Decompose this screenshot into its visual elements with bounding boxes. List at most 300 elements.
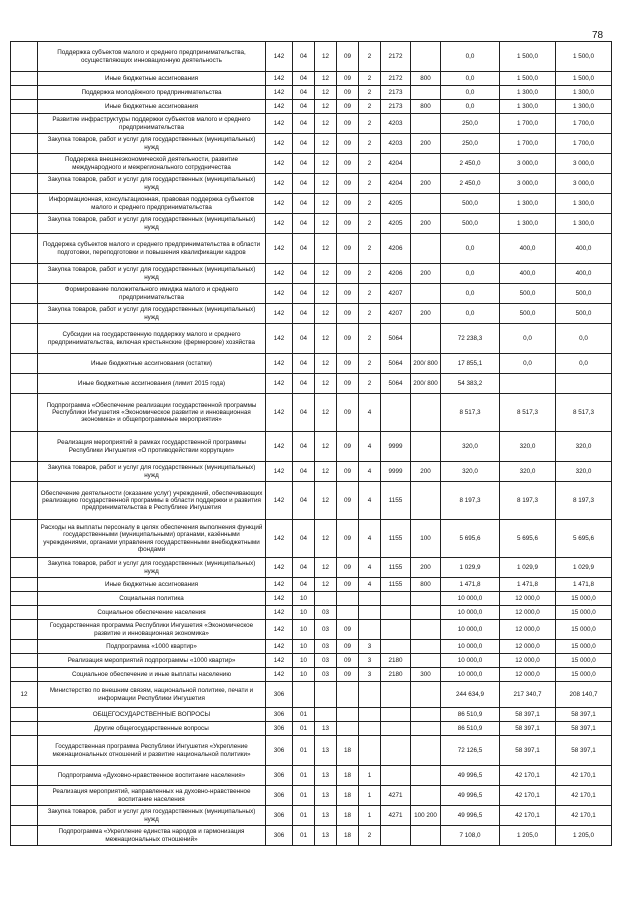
ministry-code: 142 bbox=[266, 100, 293, 114]
program-code bbox=[337, 708, 359, 722]
value-2017: 400,0 bbox=[556, 264, 612, 284]
ministry-code: 142 bbox=[266, 114, 293, 134]
program-code: 09 bbox=[337, 520, 359, 558]
ministry-code: 142 bbox=[266, 234, 293, 264]
subsection-code: 12 bbox=[315, 194, 337, 214]
row-index bbox=[11, 620, 38, 640]
row-name: Субсидии на государственную поддержку малого и среднего предпринимательства, включая крестьянские (фермерские) хозяйства bbox=[38, 324, 266, 354]
section-code: 04 bbox=[293, 174, 315, 194]
value-2016: 1 300,0 bbox=[500, 86, 556, 100]
subprogram-code: 2 bbox=[359, 284, 381, 304]
ministry-code: 142 bbox=[266, 42, 293, 72]
value-2017: 3 000,0 bbox=[556, 174, 612, 194]
expense-type-code bbox=[411, 42, 441, 72]
row-index bbox=[11, 72, 38, 86]
target-code: 4271 bbox=[381, 806, 411, 826]
value-2017: 58 397,1 bbox=[556, 708, 612, 722]
value-2016: 42 170,1 bbox=[500, 766, 556, 786]
ministry-code: 142 bbox=[266, 264, 293, 284]
program-code: 09 bbox=[337, 234, 359, 264]
value-2015: 0,0 bbox=[441, 72, 500, 86]
table-row bbox=[11, 708, 612, 722]
subsection-code: 12 bbox=[315, 578, 337, 592]
subprogram-code: 4 bbox=[359, 462, 381, 482]
table-row bbox=[11, 72, 612, 86]
subprogram-code: 1 bbox=[359, 786, 381, 806]
value-2015: 320,0 bbox=[441, 462, 500, 482]
row-name: Формирование положительного имиджа малого и среднего предпринимательства bbox=[38, 284, 266, 304]
subsection-code: 12 bbox=[315, 432, 337, 462]
ministry-code: 142 bbox=[266, 640, 293, 654]
value-2016: 1 300,0 bbox=[500, 100, 556, 114]
table-row bbox=[11, 234, 612, 264]
row-name: Иные бюджетные ассигнования bbox=[38, 578, 266, 592]
program-code: 09 bbox=[337, 194, 359, 214]
ministry-code: 142 bbox=[266, 606, 293, 620]
value-2017: 42 170,1 bbox=[556, 766, 612, 786]
subsection-code: 03 bbox=[315, 640, 337, 654]
row-name: Социальное обеспечение и иные выплаты населению bbox=[38, 668, 266, 682]
value-2015: 10 000,0 bbox=[441, 668, 500, 682]
subprogram-code: 2 bbox=[359, 374, 381, 394]
row-name: Поддержка субъектов малого и среднего предпринимательства в области подготовки, переподготовки и повышения квалификации кадров bbox=[38, 234, 266, 264]
subsection-code: 12 bbox=[315, 482, 337, 520]
program-code bbox=[337, 606, 359, 620]
program-code: 18 bbox=[337, 736, 359, 766]
row-name: Закупка товаров, работ и услуг для государственных (муниципальных) нужд bbox=[38, 174, 266, 194]
value-2016: 42 170,1 bbox=[500, 806, 556, 826]
row-name: Поддержка молодёжного предпринимательства bbox=[38, 86, 266, 100]
row-name: Закупка товаров, работ и услуг для государственных (муниципальных) нужд bbox=[38, 214, 266, 234]
table-body bbox=[11, 42, 612, 846]
program-code: 09 bbox=[337, 324, 359, 354]
target-code: 4271 bbox=[381, 786, 411, 806]
subsection-code: 13 bbox=[315, 722, 337, 736]
value-2017: 400,0 bbox=[556, 234, 612, 264]
value-2015: 0,0 bbox=[441, 234, 500, 264]
expense-type-code bbox=[411, 620, 441, 640]
subprogram-code: 2 bbox=[359, 100, 381, 114]
value-2015: 0,0 bbox=[441, 264, 500, 284]
value-2017: 1 300,0 bbox=[556, 194, 612, 214]
ministry-code: 142 bbox=[266, 654, 293, 668]
value-2015: 72 126,5 bbox=[441, 736, 500, 766]
value-2015: 1 029,9 bbox=[441, 558, 500, 578]
value-2017: 1 500,0 bbox=[556, 72, 612, 86]
program-code: 18 bbox=[337, 786, 359, 806]
value-2017: 15 000,0 bbox=[556, 620, 612, 640]
value-2015: 1 471,8 bbox=[441, 578, 500, 592]
value-2015: 10 000,0 bbox=[441, 640, 500, 654]
target-code: 4205 bbox=[381, 194, 411, 214]
section-code: 04 bbox=[293, 462, 315, 482]
table-row bbox=[11, 558, 612, 578]
ministry-code: 306 bbox=[266, 786, 293, 806]
row-index bbox=[11, 234, 38, 264]
program-code bbox=[337, 682, 359, 708]
program-code: 09 bbox=[337, 100, 359, 114]
program-code: 09 bbox=[337, 578, 359, 592]
target-code: 2180 bbox=[381, 668, 411, 682]
ministry-code: 142 bbox=[266, 432, 293, 462]
value-2017: 58 397,1 bbox=[556, 736, 612, 766]
row-index: 12 bbox=[11, 682, 38, 708]
target-code bbox=[381, 826, 411, 846]
ministry-code: 142 bbox=[266, 520, 293, 558]
expense-type-code bbox=[411, 324, 441, 354]
expense-type-code bbox=[411, 86, 441, 100]
subprogram-code: 2 bbox=[359, 354, 381, 374]
subprogram-code: 2 bbox=[359, 324, 381, 354]
target-code bbox=[381, 722, 411, 736]
row-name: Подпрограмма «Духовно-нравственное воспитание населения» bbox=[38, 766, 266, 786]
expense-type-code bbox=[411, 114, 441, 134]
row-index bbox=[11, 304, 38, 324]
expense-type-code bbox=[411, 194, 441, 214]
row-name: ОБЩЕГОСУДАРСТВЕННЫЕ ВОПРОСЫ bbox=[38, 708, 266, 722]
expense-type-code: 800 bbox=[411, 578, 441, 592]
expense-type-code bbox=[411, 708, 441, 722]
subsection-code: 12 bbox=[315, 520, 337, 558]
value-2016 bbox=[500, 374, 556, 394]
subprogram-code: 4 bbox=[359, 520, 381, 558]
program-code: 09 bbox=[337, 214, 359, 234]
program-code: 18 bbox=[337, 766, 359, 786]
subsection-code: 12 bbox=[315, 154, 337, 174]
section-code: 01 bbox=[293, 736, 315, 766]
ministry-code: 142 bbox=[266, 284, 293, 304]
table-row bbox=[11, 86, 612, 100]
subprogram-code bbox=[359, 722, 381, 736]
row-name: Закупка товаров, работ и услуг для государственных (муниципальных) нужд bbox=[38, 462, 266, 482]
value-2016: 400,0 bbox=[500, 234, 556, 264]
section-code: 04 bbox=[293, 324, 315, 354]
expense-type-code bbox=[411, 482, 441, 520]
ministry-code: 306 bbox=[266, 806, 293, 826]
expense-type-code bbox=[411, 592, 441, 606]
table-row bbox=[11, 654, 612, 668]
section-code: 10 bbox=[293, 640, 315, 654]
section-code bbox=[293, 682, 315, 708]
value-2015: 54 383,2 bbox=[441, 374, 500, 394]
table-row bbox=[11, 194, 612, 214]
target-code: 4206 bbox=[381, 264, 411, 284]
row-index bbox=[11, 214, 38, 234]
target-code: 4204 bbox=[381, 154, 411, 174]
subprogram-code: 4 bbox=[359, 558, 381, 578]
value-2016: 500,0 bbox=[500, 304, 556, 324]
value-2015: 0,0 bbox=[441, 304, 500, 324]
row-name: Закупка товаров, работ и услуг для государственных (муниципальных) нужд bbox=[38, 558, 266, 578]
row-name: Поддержка субъектов малого и среднего предпринимательства, осуществляющих инновационную деятельность bbox=[38, 42, 266, 72]
subsection-code: 13 bbox=[315, 806, 337, 826]
table-row bbox=[11, 520, 612, 558]
section-code: 04 bbox=[293, 114, 315, 134]
target-code bbox=[381, 620, 411, 640]
value-2016: 500,0 bbox=[500, 284, 556, 304]
expense-type-code: 800 bbox=[411, 72, 441, 86]
table-row bbox=[11, 462, 612, 482]
value-2017: 1 300,0 bbox=[556, 214, 612, 234]
value-2016: 1 300,0 bbox=[500, 214, 556, 234]
value-2016: 5 695,6 bbox=[500, 520, 556, 558]
table-row bbox=[11, 682, 612, 708]
section-code: 01 bbox=[293, 806, 315, 826]
ministry-code: 142 bbox=[266, 394, 293, 432]
value-2015: 0,0 bbox=[441, 100, 500, 114]
row-name: Иные бюджетные ассигнования bbox=[38, 72, 266, 86]
subprogram-code: 2 bbox=[359, 194, 381, 214]
expense-type-code: 800 bbox=[411, 100, 441, 114]
value-2015: 2 450,0 bbox=[441, 154, 500, 174]
target-code: 2173 bbox=[381, 86, 411, 100]
value-2015: 500,0 bbox=[441, 214, 500, 234]
subsection-code: 12 bbox=[315, 324, 337, 354]
program-code: 09 bbox=[337, 114, 359, 134]
table-row bbox=[11, 354, 612, 374]
value-2016: 12 000,0 bbox=[500, 606, 556, 620]
ministry-code: 306 bbox=[266, 766, 293, 786]
subsection-code: 12 bbox=[315, 558, 337, 578]
ministry-code: 142 bbox=[266, 354, 293, 374]
row-name: Иные бюджетные ассигнования (лимит 2015 года) bbox=[38, 374, 266, 394]
value-2015: 0,0 bbox=[441, 86, 500, 100]
row-name: Реализация мероприятий, направленных на духовно-нравственное воспитание населения bbox=[38, 786, 266, 806]
value-2017: 42 170,1 bbox=[556, 786, 612, 806]
section-code: 04 bbox=[293, 72, 315, 86]
expense-type-code bbox=[411, 682, 441, 708]
row-index bbox=[11, 134, 38, 154]
section-code: 01 bbox=[293, 722, 315, 736]
value-2016: 320,0 bbox=[500, 432, 556, 462]
subprogram-code: 4 bbox=[359, 394, 381, 432]
ministry-code: 142 bbox=[266, 620, 293, 640]
row-index bbox=[11, 114, 38, 134]
section-code: 04 bbox=[293, 214, 315, 234]
expense-type-code: 200/ 800 bbox=[411, 354, 441, 374]
expense-type-code: 200/ 800 bbox=[411, 374, 441, 394]
subprogram-code: 2 bbox=[359, 42, 381, 72]
value-2017: 15 000,0 bbox=[556, 592, 612, 606]
subprogram-code: 1 bbox=[359, 806, 381, 826]
value-2016: 1 700,0 bbox=[500, 114, 556, 134]
target-code: 2173 bbox=[381, 100, 411, 114]
program-code: 09 bbox=[337, 134, 359, 154]
expense-type-code: 200 bbox=[411, 558, 441, 578]
value-2016: 12 000,0 bbox=[500, 592, 556, 606]
target-code bbox=[381, 640, 411, 654]
subsection-code: 12 bbox=[315, 86, 337, 100]
expense-type-code: 200 bbox=[411, 264, 441, 284]
table-row bbox=[11, 174, 612, 194]
expense-type-code bbox=[411, 154, 441, 174]
target-code: 4203 bbox=[381, 134, 411, 154]
table-row bbox=[11, 578, 612, 592]
row-index bbox=[11, 736, 38, 766]
value-2017: 15 000,0 bbox=[556, 606, 612, 620]
table-row bbox=[11, 214, 612, 234]
expense-type-code bbox=[411, 284, 441, 304]
section-code: 04 bbox=[293, 432, 315, 462]
table-row bbox=[11, 432, 612, 462]
target-code bbox=[381, 606, 411, 620]
subsection-code: 12 bbox=[315, 214, 337, 234]
value-2016: 1 471,8 bbox=[500, 578, 556, 592]
subsection-code: 13 bbox=[315, 766, 337, 786]
expense-type-code: 100 bbox=[411, 520, 441, 558]
subprogram-code: 2 bbox=[359, 154, 381, 174]
value-2017: 500,0 bbox=[556, 284, 612, 304]
ministry-code: 306 bbox=[266, 682, 293, 708]
subsection-code: 12 bbox=[315, 114, 337, 134]
value-2015: 49 996,5 bbox=[441, 806, 500, 826]
ministry-code: 142 bbox=[266, 668, 293, 682]
row-name: Расходы на выплаты персоналу в целях обеспечения выполнения функций государственными (муниципальными) органами, казёнными учреждениями, органами управления государственными внебюджетными фондами bbox=[38, 520, 266, 558]
row-name: Развитие инфраструктуры поддержки субъектов малого и среднего предпринимательства bbox=[38, 114, 266, 134]
row-name: Другие общегосударственные вопросы bbox=[38, 722, 266, 736]
program-code: 09 bbox=[337, 654, 359, 668]
table-row bbox=[11, 394, 612, 432]
expense-type-code: 300 bbox=[411, 668, 441, 682]
value-2016: 12 000,0 bbox=[500, 668, 556, 682]
value-2017: 15 000,0 bbox=[556, 654, 612, 668]
ministry-code: 142 bbox=[266, 86, 293, 100]
row-name: Закупка товаров, работ и услуг для государственных (муниципальных) нужд bbox=[38, 264, 266, 284]
value-2017: 500,0 bbox=[556, 304, 612, 324]
subsection-code: 12 bbox=[315, 462, 337, 482]
value-2017: 15 000,0 bbox=[556, 668, 612, 682]
target-code bbox=[381, 682, 411, 708]
value-2015: 72 238,3 bbox=[441, 324, 500, 354]
row-index bbox=[11, 578, 38, 592]
subsection-code: 12 bbox=[315, 174, 337, 194]
page-number: 78 bbox=[592, 30, 604, 41]
target-code: 2180 bbox=[381, 654, 411, 668]
ministry-code: 306 bbox=[266, 826, 293, 846]
subsection-code: 13 bbox=[315, 736, 337, 766]
row-name: Обеспечение деятельности (оказание услуг) учреждений, обеспечивающих реализацию государственной программы в области поддержки и развития предпринимательства в Республике Ингушетия bbox=[38, 482, 266, 520]
value-2016: 217 340,7 bbox=[500, 682, 556, 708]
row-name: Государственная программа Республики Ингушетия «Укрепление межнациональных отношений и развитие национальной политики» bbox=[38, 736, 266, 766]
expense-type-code: 200 bbox=[411, 214, 441, 234]
subprogram-code: 2 bbox=[359, 114, 381, 134]
value-2015: 49 996,5 bbox=[441, 766, 500, 786]
target-code bbox=[381, 736, 411, 766]
table-row bbox=[11, 482, 612, 520]
subsection-code: 12 bbox=[315, 234, 337, 264]
subprogram-code: 2 bbox=[359, 72, 381, 86]
subprogram-code bbox=[359, 708, 381, 722]
target-code bbox=[381, 592, 411, 606]
target-code bbox=[381, 766, 411, 786]
row-name: Информационная, консультационная, правовая поддержка субъектов малого и среднего предпринимательства bbox=[38, 194, 266, 214]
expense-type-code bbox=[411, 432, 441, 462]
subprogram-code: 2 bbox=[359, 214, 381, 234]
section-code: 04 bbox=[293, 234, 315, 264]
section-code: 04 bbox=[293, 100, 315, 114]
program-code bbox=[337, 722, 359, 736]
table-row bbox=[11, 786, 612, 806]
subsection-code: 12 bbox=[315, 374, 337, 394]
value-2017: 1 029,9 bbox=[556, 558, 612, 578]
ministry-code: 142 bbox=[266, 374, 293, 394]
expense-type-code: 200 bbox=[411, 134, 441, 154]
program-code: 09 bbox=[337, 640, 359, 654]
row-index bbox=[11, 284, 38, 304]
value-2015: 8 197,3 bbox=[441, 482, 500, 520]
section-code: 04 bbox=[293, 154, 315, 174]
table-row bbox=[11, 42, 612, 72]
row-index bbox=[11, 154, 38, 174]
expense-type-code bbox=[411, 826, 441, 846]
value-2015: 7 108,0 bbox=[441, 826, 500, 846]
value-2015: 8 517,3 bbox=[441, 394, 500, 432]
subsection-code: 12 bbox=[315, 42, 337, 72]
value-2016: 1 700,0 bbox=[500, 134, 556, 154]
section-code: 04 bbox=[293, 520, 315, 558]
subsection-code: 03 bbox=[315, 620, 337, 640]
section-code: 04 bbox=[293, 194, 315, 214]
target-code: 5064 bbox=[381, 324, 411, 354]
value-2017: 8 517,3 bbox=[556, 394, 612, 432]
table-row bbox=[11, 766, 612, 786]
value-2017: 1 500,0 bbox=[556, 42, 612, 72]
subsection-code: 13 bbox=[315, 826, 337, 846]
subprogram-code: 2 bbox=[359, 304, 381, 324]
ministry-code: 306 bbox=[266, 708, 293, 722]
ministry-code: 142 bbox=[266, 578, 293, 592]
subprogram-code: 2 bbox=[359, 174, 381, 194]
row-name: Социальное обеспечение населения bbox=[38, 606, 266, 620]
ministry-code: 142 bbox=[266, 194, 293, 214]
expense-type-code bbox=[411, 654, 441, 668]
row-index bbox=[11, 592, 38, 606]
ministry-code: 142 bbox=[266, 558, 293, 578]
target-code: 4204 bbox=[381, 174, 411, 194]
target-code: 2172 bbox=[381, 42, 411, 72]
section-code: 04 bbox=[293, 42, 315, 72]
row-index bbox=[11, 42, 38, 72]
table-row bbox=[11, 722, 612, 736]
subsection-code: 13 bbox=[315, 786, 337, 806]
table-row bbox=[11, 134, 612, 154]
subsection-code bbox=[315, 708, 337, 722]
section-code: 04 bbox=[293, 86, 315, 100]
row-index bbox=[11, 786, 38, 806]
value-2017 bbox=[556, 374, 612, 394]
row-index bbox=[11, 766, 38, 786]
value-2016: 58 397,1 bbox=[500, 736, 556, 766]
row-name: Министерство по внешним связям, национальной политике, печати и информации Республики Ингушетия bbox=[38, 682, 266, 708]
value-2017: 1 300,0 bbox=[556, 86, 612, 100]
program-code: 09 bbox=[337, 354, 359, 374]
value-2017: 320,0 bbox=[556, 432, 612, 462]
subprogram-code: 2 bbox=[359, 234, 381, 264]
expense-type-code bbox=[411, 736, 441, 766]
table-row bbox=[11, 606, 612, 620]
value-2017: 1 300,0 bbox=[556, 100, 612, 114]
target-code: 2172 bbox=[381, 72, 411, 86]
subprogram-code bbox=[359, 620, 381, 640]
row-index bbox=[11, 708, 38, 722]
row-index bbox=[11, 640, 38, 654]
value-2015: 10 000,0 bbox=[441, 592, 500, 606]
target-code: 4205 bbox=[381, 214, 411, 234]
value-2016: 1 500,0 bbox=[500, 72, 556, 86]
program-code: 09 bbox=[337, 154, 359, 174]
subsection-code: 03 bbox=[315, 668, 337, 682]
subsection-code: 12 bbox=[315, 100, 337, 114]
